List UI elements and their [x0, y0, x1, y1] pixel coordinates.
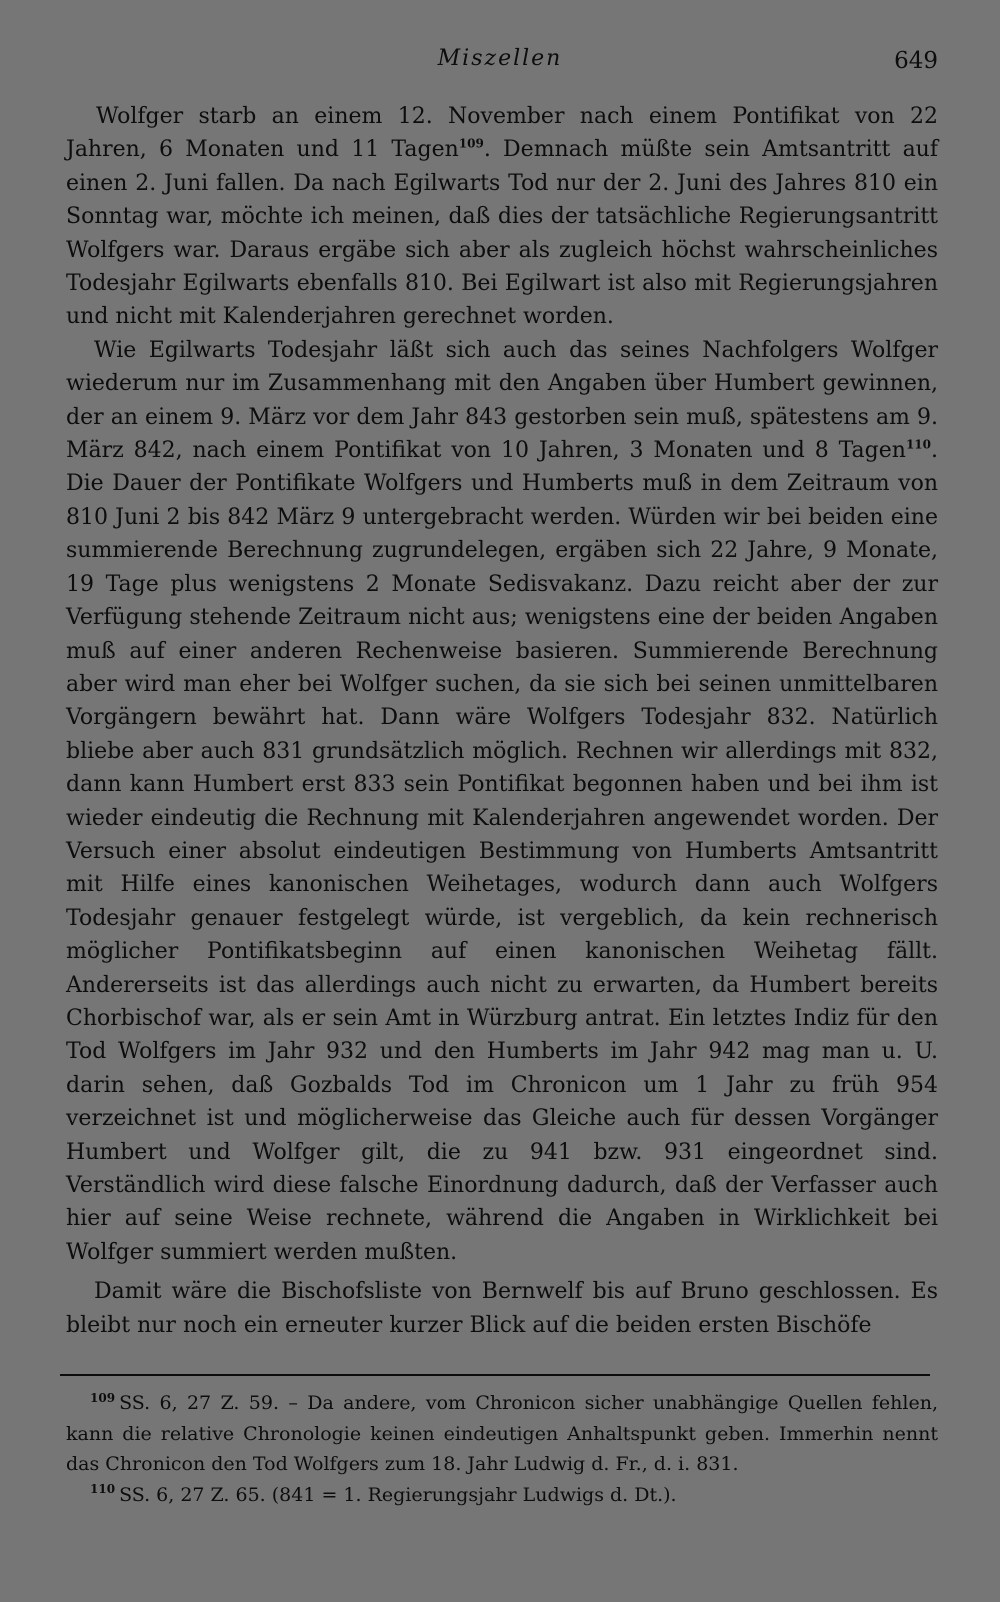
footnote-ref-109: 109: [458, 137, 484, 152]
running-title: Miszellen: [437, 46, 563, 71]
footnote-text: SS. 6, 27 Z. 65. (841 = 1. Regierungsjahr Ludwigs d. Dt.).: [119, 1483, 677, 1506]
footnotes: [66, 1388, 938, 1510]
footnote-110: [66, 1480, 938, 1511]
paragraph-1: [66, 100, 938, 334]
footnote-number: 110: [90, 1482, 116, 1497]
paragraph-1-text-a: Wolfger starb an einem 12. November nach einem Pontifikat von 22 Jahren, 6 Monaten und 11 Tagen: [66, 104, 938, 163]
paragraph-1-text-b: . Demnach müßte sein Amtsantritt auf einen 2. Juni fallen. Da nach Egilwarts Tod nur der 2. Juni des Jahres 810 ein Sonntag war, möchte ich meinen, daß dies der tatsächliche Regierungsantritt Wolfgers war. Daraus ergäbe sich aber als zugleich höchst wahrscheinliches Todesjahr Egilwarts ebenfalls 810. Bei Egilwart ist also mit Regierungsjahren und nicht mit Kalenderjahren gerechnet worden.: [66, 137, 938, 330]
footnote-109: [66, 1388, 938, 1480]
paragraph-2: [66, 334, 938, 1269]
footnote-ref-110: 110: [905, 437, 931, 452]
paragraph-2-text-b: . Die Dauer der Pontifikate Wolfgers und Humberts muß in dem Zeitraum von 810 Juni 2 bis 842 März 9 untergebracht werden. Würden wir bei beiden eine summierende Berechnung zugrundelegen, ergäben sich 22 Jahre, 9 Monate, 19 Tage plus wenigstens 2 Monate Sedisvakanz. Dazu reicht aber der zur Verfügung stehende Zeitraum nicht aus; wenigstens eine der beiden Angaben muß auf einer anderen Rechenweise basieren. Summierende Berechnung aber wird man eher bei Wolfger suchen, da sie sich bei seinen unmittelbaren Vorgängern bewährt hat. Dann wäre Wolfgers Todesjahr 832. Natürlich bliebe aber auch 831 grundsätzlich möglich. Rechnen wir allerdings mit 832, dann kann Humbert erst 833 sein Pontifikat begonnen haben und bei ihm ist wieder eindeutig die Rechnung mit Kalenderjahren angewendet worden. Der Versuch einer absolut eindeutigen Bestimmung von Humberts Amtsantritt mit Hilfe eines kanonischen Weihetages, wodurch dann auch Wolfgers Todesjahr genauer festgelegt würde, ist vergeblich, da kein rechnerisch möglicher Pontifikatsbeginn auf einen kanonischen Weihetag fällt. Andererseits ist das allerdings auch nicht zu erwarten, da Humbert bereits Chorbischof war, als er sein Amt in Würzburg antrat. Ein letztes Indiz für den Tod Wolfgers im Jahr 932 und den Humberts im Jahr 942 mag man u. U. darin sehen, daß Gozbalds Tod im Chronicon um 1 Jahr zu früh 954 verzeichnet ist und möglicherweise das Gleiche auch für dessen Vorgänger Humbert und Wolfger gilt, die zu 941 bzw. 931 eingeordnet sind. Verständlich wird diese falsche Einordnung dadurch, daß der Verfasser auch hier auf seine Weise rechnete, während die Angaben in Wirklichkeit bei Wolfger summiert werden mußten.: [66, 438, 938, 1265]
paragraph-2-text-a: Wie Egilwarts Todesjahr läßt sich auch das seines Nachfolgers Wolfger wiederum nur im Zusammenhang mit den Angaben über Humbert gewinnen, der an einem 9. März vor dem Jahr 843 gestorben sein muß, spätestens am 9. März 842, nach einem Pontifikat von 10 Jahren, 3 Monaten und 8 Tagen: [66, 337, 938, 464]
footnote-divider: [60, 1374, 930, 1376]
paragraph-3: [66, 1275, 938, 1342]
footnote-text: SS. 6, 27 Z. 59. – Da andere, vom Chronicon sicher unabhängige Quellen fehlen, kann die relative Chronologie keinen eindeutigen Anhaltspunkt geben. Immerhin nennt das Chronicon den Tod Wolfgers zum 18. Jahr Ludwig d. Fr., d. i. 831.: [66, 1392, 938, 1475]
footnote-number: 109: [90, 1390, 116, 1405]
body-text: [66, 100, 938, 1342]
paragraph-3-text: Damit wäre die Bischofsliste von Bernwelf bis auf Bruno geschlossen. Es bleibt nur noch ein erneuter kurzer Blick auf die beiden ersten Bischöfe: [66, 1279, 938, 1338]
page-number: 649: [894, 48, 938, 74]
